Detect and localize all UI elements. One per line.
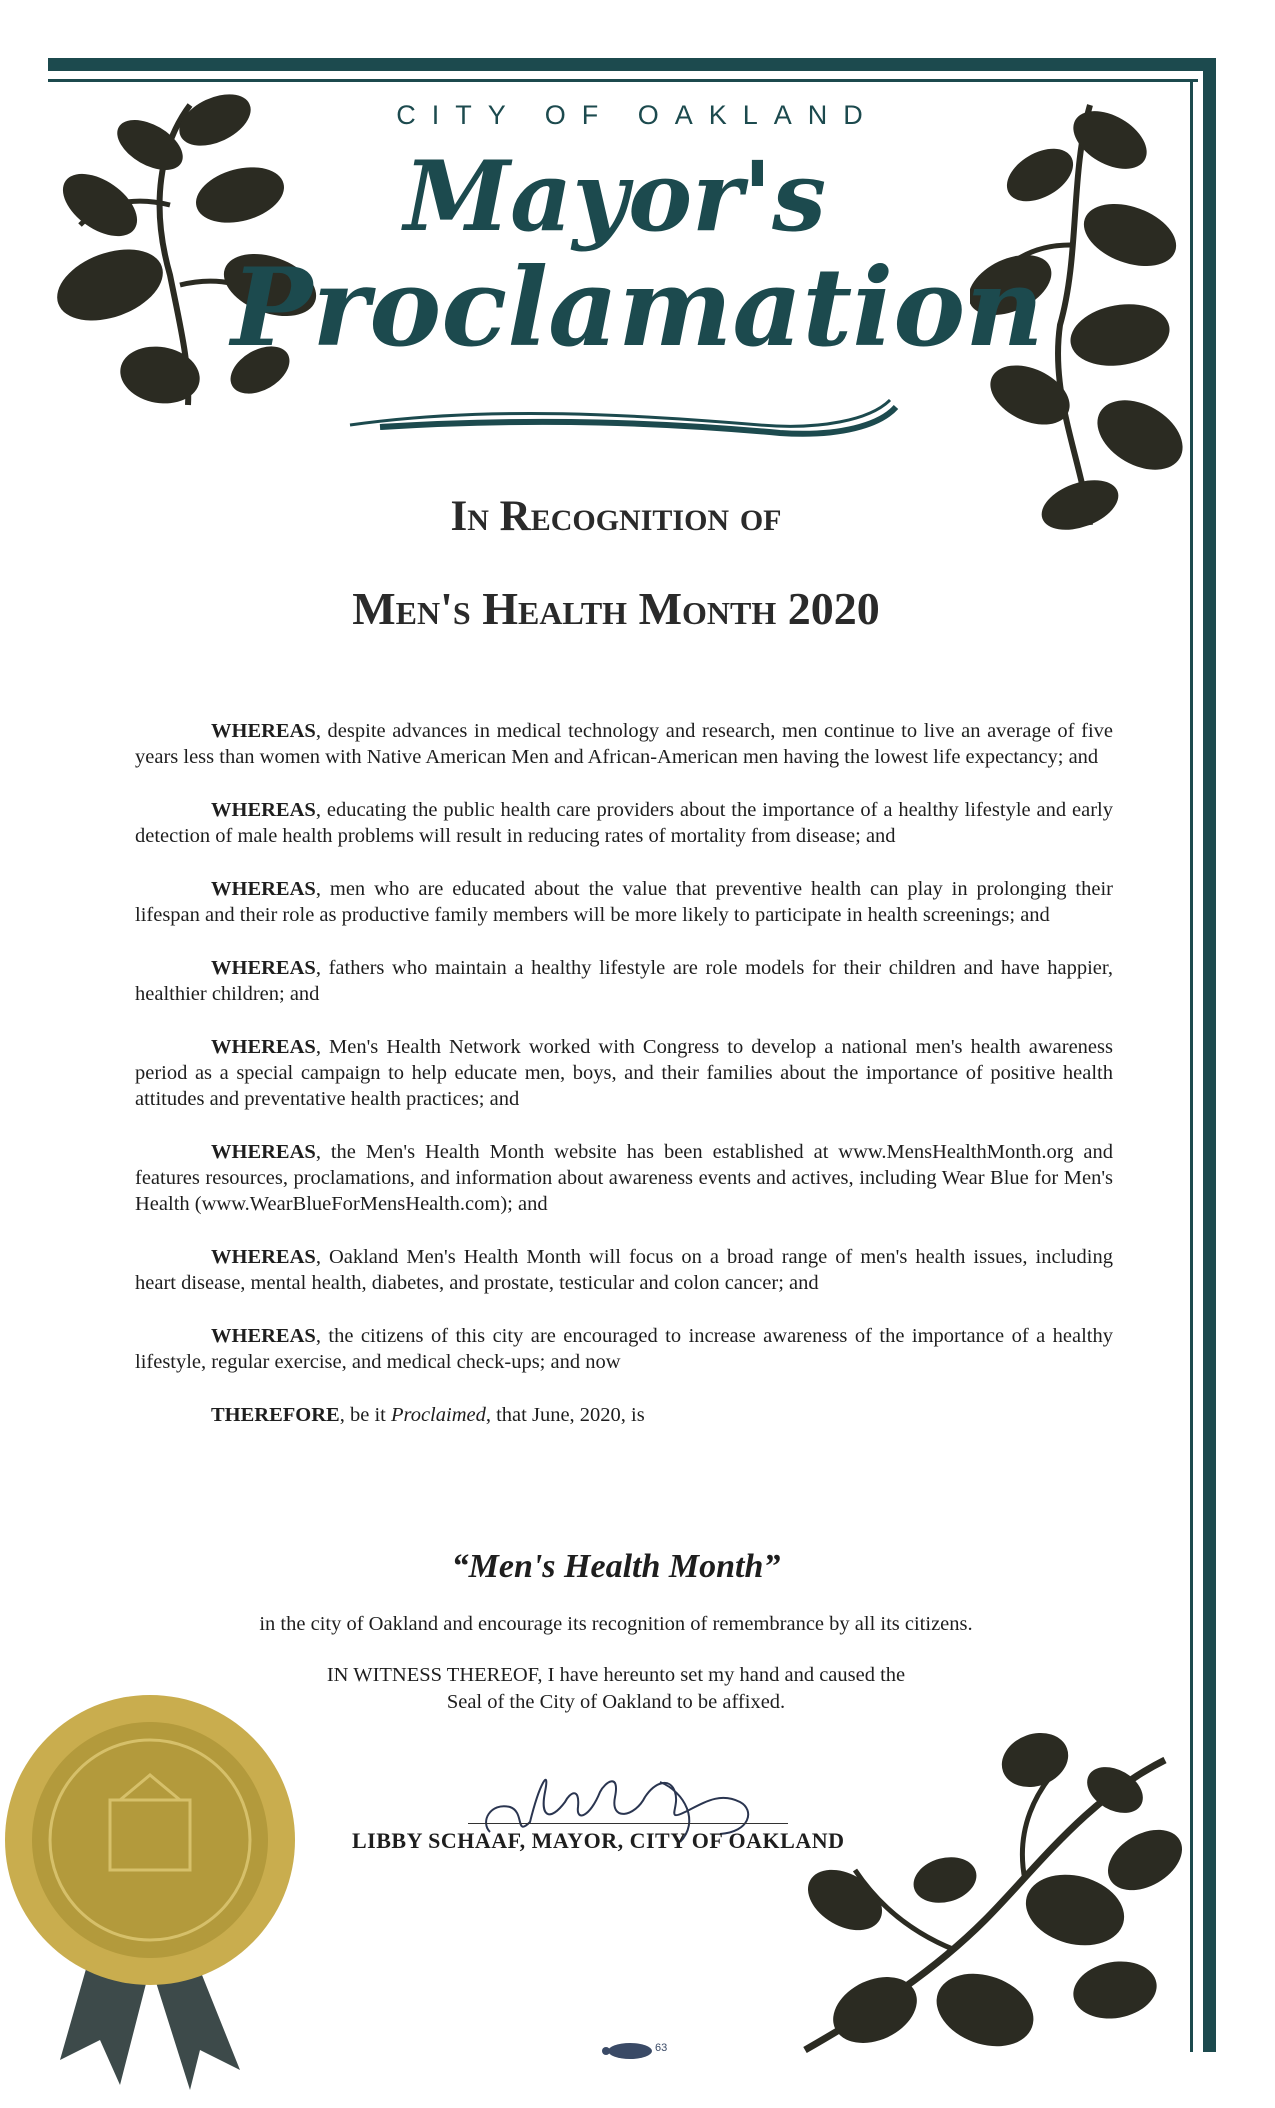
subtitle-line-1: In Recognition of	[450, 493, 782, 540]
title-proclamation: Proclamation	[231, 245, 1044, 371]
whereas-keyword: WHEREAS	[211, 878, 316, 900]
whereas-text: , the citizens of this city are encouraged to increase awareness of the importance of a healthy lifestyle, regular exercise, and medical check-ups; and now	[135, 1325, 1113, 1373]
union-bug-number: 63	[655, 2042, 668, 2054]
whereas-text: , men who are educated about the value that preventive health can play in prolonging their lifespan and their role as productive family members will be more likely to participate in health screenings; and	[135, 878, 1113, 926]
signature-line	[468, 1823, 788, 1824]
proclaimed-title: “Men's Health Month”	[451, 1548, 781, 1585]
subtitle-line-2: Men's Health Month 2020	[352, 583, 880, 634]
therefore-post: , that June, 2020, is	[485, 1404, 645, 1426]
witness-line-2: Seal of the City of Oakland to be affixed.	[446, 1691, 786, 1713]
whereas-paragraph	[135, 876, 1113, 928]
decorative-swash	[340, 395, 900, 445]
whereas-keyword: WHEREAS	[211, 957, 316, 979]
title-mayors: Mayor's	[403, 140, 827, 253]
gold-seal-icon	[0, 1690, 310, 1990]
whereas-text: , educating the public health care providers about the importance of a healthy lifestyle and early detection of male health problems will result in reducing rates of mortality from disease; and	[135, 799, 1113, 847]
whereas-text: , despite advances in medical technology and research, men continue to live an average of five years less than women with Native American Men and African-American men having the lowest life expectancy; and	[135, 720, 1113, 768]
whereas-text: , fathers who maintain a healthy lifestyle are role models for their children and have happier, healthier children; and	[135, 957, 1113, 1005]
whereas-keyword: WHEREAS	[211, 1141, 316, 1163]
proclamation-body	[135, 718, 1113, 1455]
whereas-keyword: WHEREAS	[211, 1325, 316, 1347]
therefore-pre: , be it	[339, 1404, 391, 1426]
whereas-paragraph	[135, 718, 1113, 770]
whereas-text: , the Men's Health Month website has been established at www.MensHealthMonth.org and features resources, proclamations, and information about awareness events and actives, including Wear Blue for Men's Health (www.WearBlueForMensHealth.com); and	[135, 1141, 1113, 1215]
city-recognition-line: in the city of Oakland and encourage its recognition of remembrance by all its citizens.	[259, 1613, 973, 1635]
whereas-keyword: WHEREAS	[211, 799, 316, 821]
whereas-paragraph	[135, 1244, 1113, 1296]
whereas-paragraph	[135, 1323, 1113, 1375]
therefore-paragraph	[135, 1402, 1113, 1428]
therefore-italic: Proclaimed	[390, 1404, 486, 1426]
whereas-paragraph	[135, 797, 1113, 849]
whereas-paragraph	[135, 1034, 1113, 1112]
whereas-text: , Oakland Men's Health Month will focus on a broad range of men's health issues, including heart disease, mental health, diabetes, and prostate, testicular and colon cancer; and	[135, 1246, 1113, 1294]
whereas-keyword: WHEREAS	[211, 720, 316, 742]
whereas-paragraph	[135, 1139, 1113, 1217]
signatory-name: LIBBY SCHAAF, MAYOR, CITY OF OAKLAND	[352, 1828, 845, 1853]
border-top	[48, 58, 1216, 71]
whereas-keyword: WHEREAS	[211, 1036, 316, 1058]
union-bug-icon	[600, 2040, 680, 2062]
leaf-vine-bottom-right-icon	[785, 1720, 1185, 2070]
whereas-text: , Men's Health Network worked with Congress to develop a national men's health awareness period as a special campaign to help educate men, boys, and their families about the importance of positive health attitudes and preventative health practices; and	[135, 1036, 1113, 1110]
therefore-keyword: THEREFORE	[211, 1404, 340, 1426]
whereas-keyword: WHEREAS	[211, 1246, 316, 1268]
city-heading: CITY OF OAKLAND	[396, 100, 879, 130]
border-top-inner	[48, 79, 1198, 82]
whereas-paragraph	[135, 955, 1113, 1007]
border-right-inner	[1190, 79, 1193, 2052]
witness-line-1: IN WITNESS THEREOF, I have hereunto set my hand and caused the	[326, 1664, 906, 1686]
